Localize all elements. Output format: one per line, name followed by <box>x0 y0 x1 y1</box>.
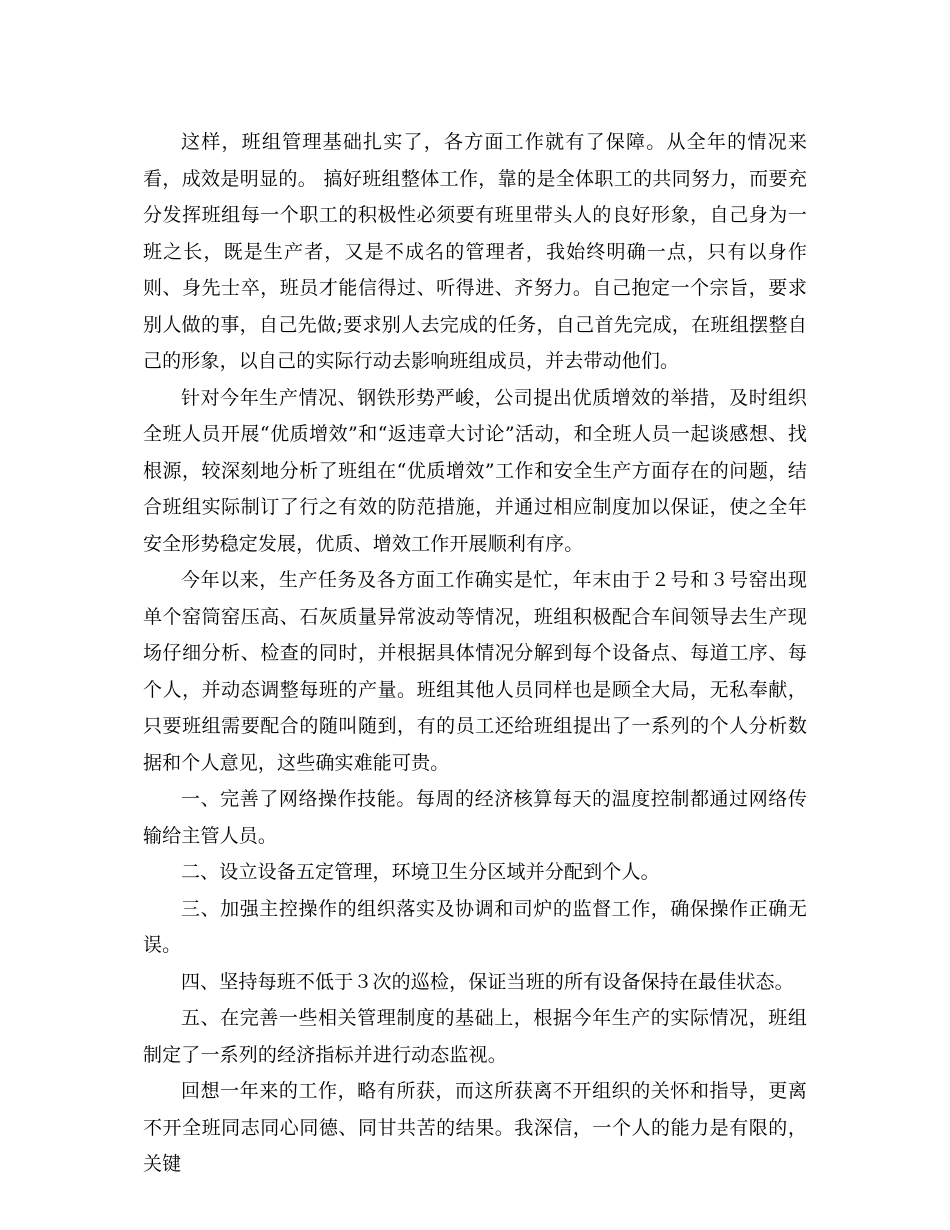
paragraph-last: 回想一年来的工作，略有所获，而这所获离不开组织的关怀和指导，更离不开全班同志同心同德、同甘共苦的结果。我深信，一个人的能力是有限的，关键 <box>143 1080 807 1175</box>
document-body <box>143 124 807 1183</box>
list-item-1: 一、完善了网络操作技能。每周的经济核算每天的温度控制都通过网络传输给主管人员。 <box>143 788 807 847</box>
paragraph-3: 今年以来，生产任务及各方面工作确实是忙，年末由于２号和３号窑出现单个窑筒窑压高、石灰质量异常波动等情况，班组积极配合车间领导去生产现场仔细分析、检查的同时，并根据具体情况分解到每个设备点、每道工序、每个人，并动态调整每班的产量。班组其他人员同样也是顾全大局，无私奉献，只要班组需要配合的随叫随到，有的员工还给班组提出了一系列的个人分析数据和个人意见，这些确实难能可贵。 <box>143 569 807 774</box>
paragraph-2: 针对今年生产情况、钢铁形势严峻，公司提出优质增效的举措，及时组织全班人员开展“优质增效”和“返违章大讨论”活动，和全班人员一起谈感想、找根源，较深刻地分析了班组在“优质增效”工作和安全生产方面存在的问题，结合班组实际制订了行之有效的防范措施，并通过相应制度加以保证，使之全年安全形势稳定发展，优质、增效工作开展顺利有序。 <box>143 386 807 555</box>
list-item-4: 四、坚持每班不低于３次的巡检，保证当班的所有设备保持在最佳状态。 <box>181 970 794 993</box>
paragraph-1: 这样，班组管理基础扎实了，各方面工作就有了保障。从全年的情况来看，成效是明显的。 搞好班组整体工作，靠的是全体职工的共同努力，而要充分发挥班组每一个职工的积极性必须要有班里带头人的良好形象，自己身为一班之长，既是生产者，又是不成名的管理者，我始终明确一点，只有以身作则、身先士卒，班员才能信得过、听得进、齐努力。自己抱定一个宗旨，要求别人做的事，自己先做;要求别人去完成的任务，自己首先完成，在班组摆整自己的形象，以自己的实际行动去影响班组成员，并去带动他们。 <box>143 131 807 372</box>
list-item-2: 二、设立设备五定管理，环境卫生分区域并分配到个人。 <box>181 861 660 883</box>
list-item-3: 三、加强主控操作的组织落实及协调和司炉的监督工作，确保操作正确无误。 <box>143 897 807 956</box>
list-item-5: 五、在完善一些相关管理制度的基础上，根据今年生产的实际情况，班组制定了一系列的经济指标并进行动态监视。 <box>143 1007 807 1066</box>
